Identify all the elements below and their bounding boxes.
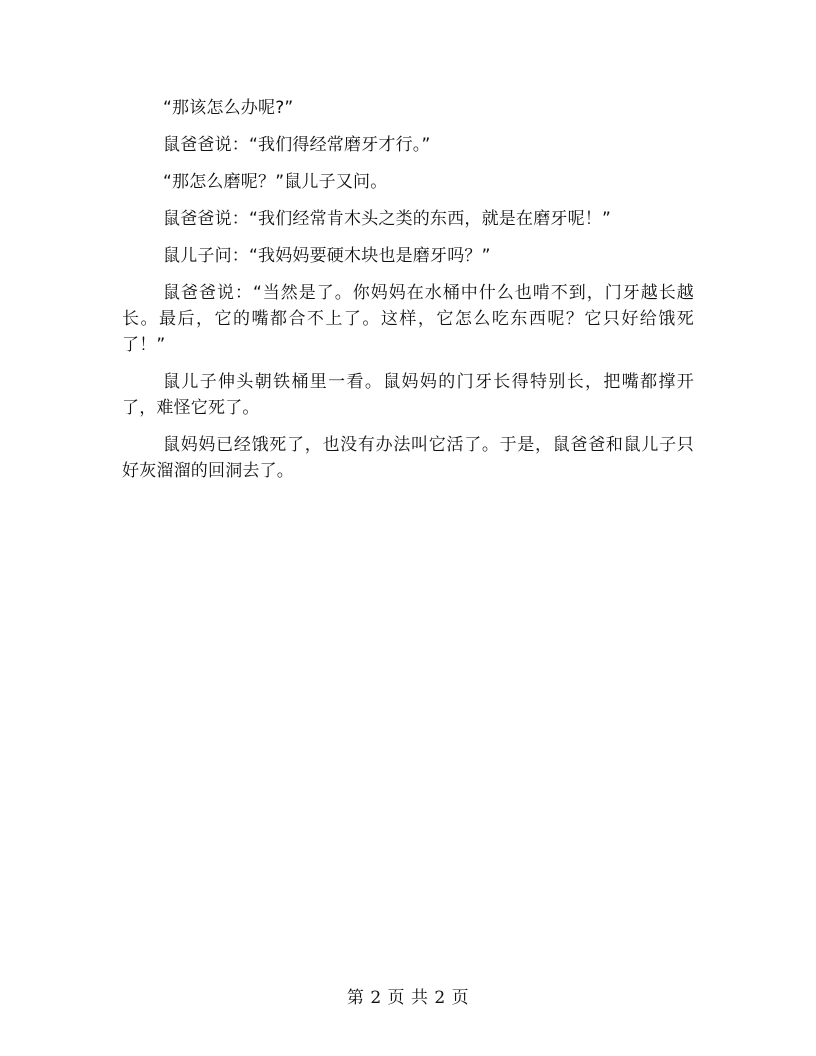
paragraph: 鼠爸爸说：“我们得经常磨牙才行。” [163, 135, 431, 155]
paragraph: “那怎么磨呢？”鼠儿子又问。 [163, 172, 388, 192]
paragraph: “那该怎么办呢?” [163, 98, 294, 118]
paragraph: 鼠儿子问：“我妈妈要硬木块也是磨牙吗？” [163, 246, 491, 266]
paragraph: 鼠儿子伸头朝铁桶里一看。鼠妈妈的门牙长得特别长，把嘴都撑开了，难怪它死了。 [122, 372, 694, 418]
page-number-footer: 第 2 页 共 2 页 [346, 988, 470, 1008]
paragraph: 鼠爸爸说：“我们经常肯木头之类的东西，就是在磨牙呢！” [163, 209, 612, 229]
paragraph: 鼠爸爸说：“当然是了。你妈妈在水桶中什么也啃不到，门牙越长越长。最后，它的嘴都合不上了。这样，它怎么吃东西呢？它只好给饿死了！” [122, 283, 694, 355]
paragraph: 鼠妈妈已经饿死了，也没有办法叫它活了。于是，鼠爸爸和鼠儿子只好灰溜溜的回洞去了。 [122, 435, 694, 481]
document-body [122, 95, 694, 484]
